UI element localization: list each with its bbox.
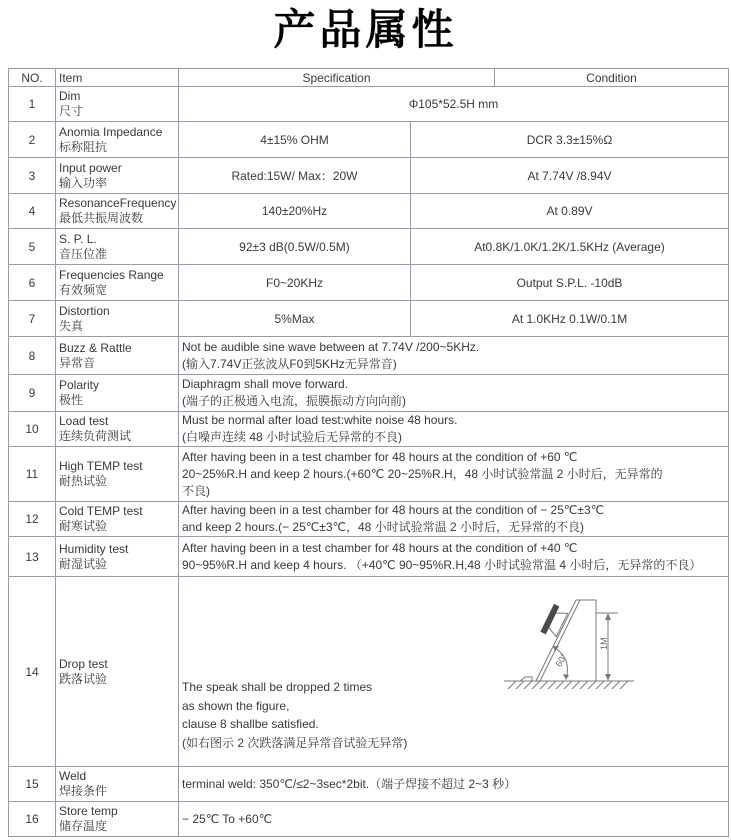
item-cell: [56, 158, 179, 194]
item-cell: [56, 537, 179, 577]
item-cell: [56, 375, 179, 412]
drop-test-text: [182, 678, 407, 752]
speaker-icon: [541, 605, 569, 639]
header-no: NO.: [9, 69, 56, 87]
no-cell: 4: [9, 194, 56, 229]
condition-cell: DCR 3.3±15%Ω: [411, 122, 729, 158]
condition-cell: At 0.89V: [411, 194, 729, 229]
no-cell: 2: [9, 122, 56, 158]
item-en: Buzz & Rattle: [59, 340, 132, 355]
no-cell: 8: [9, 337, 56, 375]
ground-hatch: [508, 681, 628, 689]
no-cell: 3: [9, 158, 56, 194]
no-cell: 6: [9, 265, 56, 301]
merged-line: (输入7.74V正弦波从F0到5KHz无异常音): [182, 356, 397, 371]
merged-cell: Φ105*52.5H mm: [179, 87, 729, 122]
drop-test-figure: [492, 589, 642, 697]
page-title: 产品属性: [273, 6, 458, 53]
spec-cell: 92±3 dB(0.5W/0.5M): [179, 229, 411, 265]
item-cell: [56, 229, 179, 265]
item-cell: [56, 194, 179, 229]
item-en: S. P. L.: [59, 231, 97, 246]
item-zh: 连续负荷测试: [59, 429, 132, 443]
item-zh: 耐湿试验: [59, 556, 108, 571]
item-en: Drop test: [59, 656, 108, 671]
no-cell: 12: [9, 502, 56, 537]
item-zh: 跌落试验: [59, 671, 108, 686]
merged-line: and keep 2 hours.(− 25℃±3℃，48 小时试验常温 2 小时后，无异常的不良): [182, 520, 584, 534]
table-row: [9, 447, 729, 502]
spec-cell: 4±15% OHM: [179, 122, 411, 158]
item-en: Humidity test: [59, 541, 129, 556]
spec-cell: 140±20%Hz: [179, 194, 411, 229]
item-en: Polarity: [59, 378, 100, 392]
item-en: Distortion: [59, 303, 110, 318]
merged-line: as shown the figure,: [182, 698, 290, 713]
item-zh: 焊接条件: [59, 784, 108, 798]
item-cell: [56, 412, 179, 447]
merged-cell: [179, 537, 729, 577]
item-en: Weld: [59, 769, 87, 783]
spec-cell: F0~20KHz: [179, 265, 411, 301]
merged-cell: [179, 802, 729, 837]
spec-cell: Rated:15W/ Max：20W: [179, 158, 411, 194]
item-zh: 有效频宽: [59, 282, 108, 297]
merged-line: clause 8 shallbe satisfied.: [182, 717, 319, 731]
item-zh: 失真: [59, 318, 84, 333]
merged-line: Not be audible sine wave between at 7.74V /200~5KHz.: [182, 339, 480, 354]
table-row: [9, 502, 729, 537]
item-en: Load test: [59, 414, 109, 428]
merged-line: (如右图示 2 次跌落满足异常音试验无异常): [182, 735, 408, 750]
item-zh: 储存温度: [59, 819, 108, 833]
height-label: 1M: [599, 637, 610, 650]
merged-cell: [179, 767, 729, 802]
incline-line: [540, 600, 580, 681]
merged-line: 20~25%R.H and keep 2 hours.(+60℃ 20~25%R.H，48 小时试验常温 2 小时后，无异常的: [182, 466, 663, 481]
merged-line: Diaphragm shall move forward.: [182, 377, 349, 391]
table-row: [9, 301, 729, 337]
item-zh: 极性: [59, 393, 84, 407]
no-cell: 7: [9, 301, 56, 337]
item-zh: 耐寒试验: [59, 519, 108, 533]
table-row: [9, 412, 729, 447]
table-row: [9, 802, 729, 837]
no-cell: 16: [9, 802, 56, 837]
drop-test-diagram-icon: [492, 589, 642, 697]
table-row: [9, 87, 729, 122]
item-en: Store temp: [59, 804, 118, 818]
item-cell: [56, 767, 179, 802]
top-edge-line: [576, 600, 596, 681]
merged-line: After having been in a test chamber for 48 hours at the condition of − 25℃±3℃: [182, 503, 605, 517]
condition-cell: Output S.P.L. -10dB: [411, 265, 729, 301]
stopper-block: [520, 677, 532, 681]
header-condition: Condition: [495, 69, 729, 87]
table-row: [9, 577, 729, 767]
item-zh: 输入功率: [59, 175, 108, 190]
item-cell: [56, 87, 179, 122]
table-row: [9, 375, 729, 412]
table-row: [9, 265, 729, 301]
merged-cell: [179, 375, 729, 412]
item-en: Anomia Impedance: [59, 124, 163, 139]
item-cell: [56, 265, 179, 301]
item-zh: 音压位准: [59, 246, 108, 261]
table-row: [9, 537, 729, 577]
table-row: [9, 194, 729, 229]
item-zh: 最低共振周波数: [59, 211, 144, 225]
merged-line: 90~95%R.H and keep 4 hours. （+40℃ 90~95%R.H,48 小时试验常温 4 小时后，无异常的不良）: [182, 557, 702, 572]
item-cell: [56, 502, 179, 537]
header-item: Item: [56, 69, 179, 87]
item-cell: [56, 577, 179, 767]
merged-line: After having been in a test chamber for 48 hours at the condition of +40 ℃: [182, 540, 578, 555]
item-cell: [56, 337, 179, 375]
merged-cell: [179, 502, 729, 537]
item-en: Cold TEMP test: [59, 504, 143, 518]
merged-line: 不良): [182, 483, 210, 498]
no-cell: 1: [9, 87, 56, 122]
product-attributes-table: [8, 68, 729, 837]
merged-cell: [179, 412, 729, 447]
no-cell: 5: [9, 229, 56, 265]
item-en: Dim: [59, 89, 81, 103]
item-cell: [56, 802, 179, 837]
table-row: [9, 122, 729, 158]
angle-arrow: [553, 646, 559, 652]
item-cell: [56, 122, 179, 158]
table-row: [9, 158, 729, 194]
merged-line: (端子的正极通入电流，振膜振动方向向前): [182, 394, 406, 408]
merged-line: − 25℃ To +60℃: [182, 811, 273, 826]
angle-label: 60°: [553, 651, 570, 669]
item-en: High TEMP test: [59, 459, 143, 473]
item-zh: 耐热试验: [59, 474, 108, 488]
no-cell: 11: [9, 447, 56, 502]
item-en: ResonanceFrequency: [59, 196, 177, 210]
merged-line: terminal weld: 350℃/≤2~3sec*2bit.（端子焊接不超过 2~3 秒）: [182, 776, 517, 791]
merged-cell: [179, 447, 729, 502]
no-cell: 10: [9, 412, 56, 447]
header-specification: Specification: [179, 69, 495, 87]
arrow-up-icon: [605, 613, 611, 620]
drop-test-cell: [179, 577, 729, 767]
merged-line: The speak shall be dropped 2 times: [182, 680, 373, 694]
header-row: [9, 69, 729, 87]
item-cell: [56, 301, 179, 337]
condition-cell: At 1.0KHz 0.1W/0.1M: [411, 301, 729, 337]
item-cell: [56, 447, 179, 502]
item-en: Input power: [59, 160, 122, 175]
table-row: [9, 337, 729, 375]
angle-arrow: [563, 674, 569, 680]
no-cell: 13: [9, 537, 56, 577]
no-cell: 14: [9, 577, 56, 767]
arrow-down-icon: [605, 674, 611, 681]
table-row: [9, 767, 729, 802]
merged-line: After having been in a test chamber for 48 hours at the condition of +60 ℃: [182, 449, 578, 464]
item-zh: 标称阻抗: [59, 139, 108, 154]
item-zh: 尺寸: [59, 104, 84, 118]
item-en: Frequencies Range: [59, 267, 164, 282]
table-row: [9, 229, 729, 265]
merged-line: Must be normal after load test:white noise 48 hours.: [182, 413, 458, 427]
merged-cell: [179, 337, 729, 375]
merged-line: (白噪声连续 48 小时试验后无异常的不良): [182, 430, 403, 444]
no-cell: 9: [9, 375, 56, 412]
condition-cell: At 7.74V /8.94V: [411, 158, 729, 194]
condition-cell: At0.8K/1.0K/1.2K/1.5KHz (Average): [411, 229, 729, 265]
spec-cell: 5%Max: [179, 301, 411, 337]
item-zh: 异常音: [59, 355, 96, 370]
no-cell: 15: [9, 767, 56, 802]
